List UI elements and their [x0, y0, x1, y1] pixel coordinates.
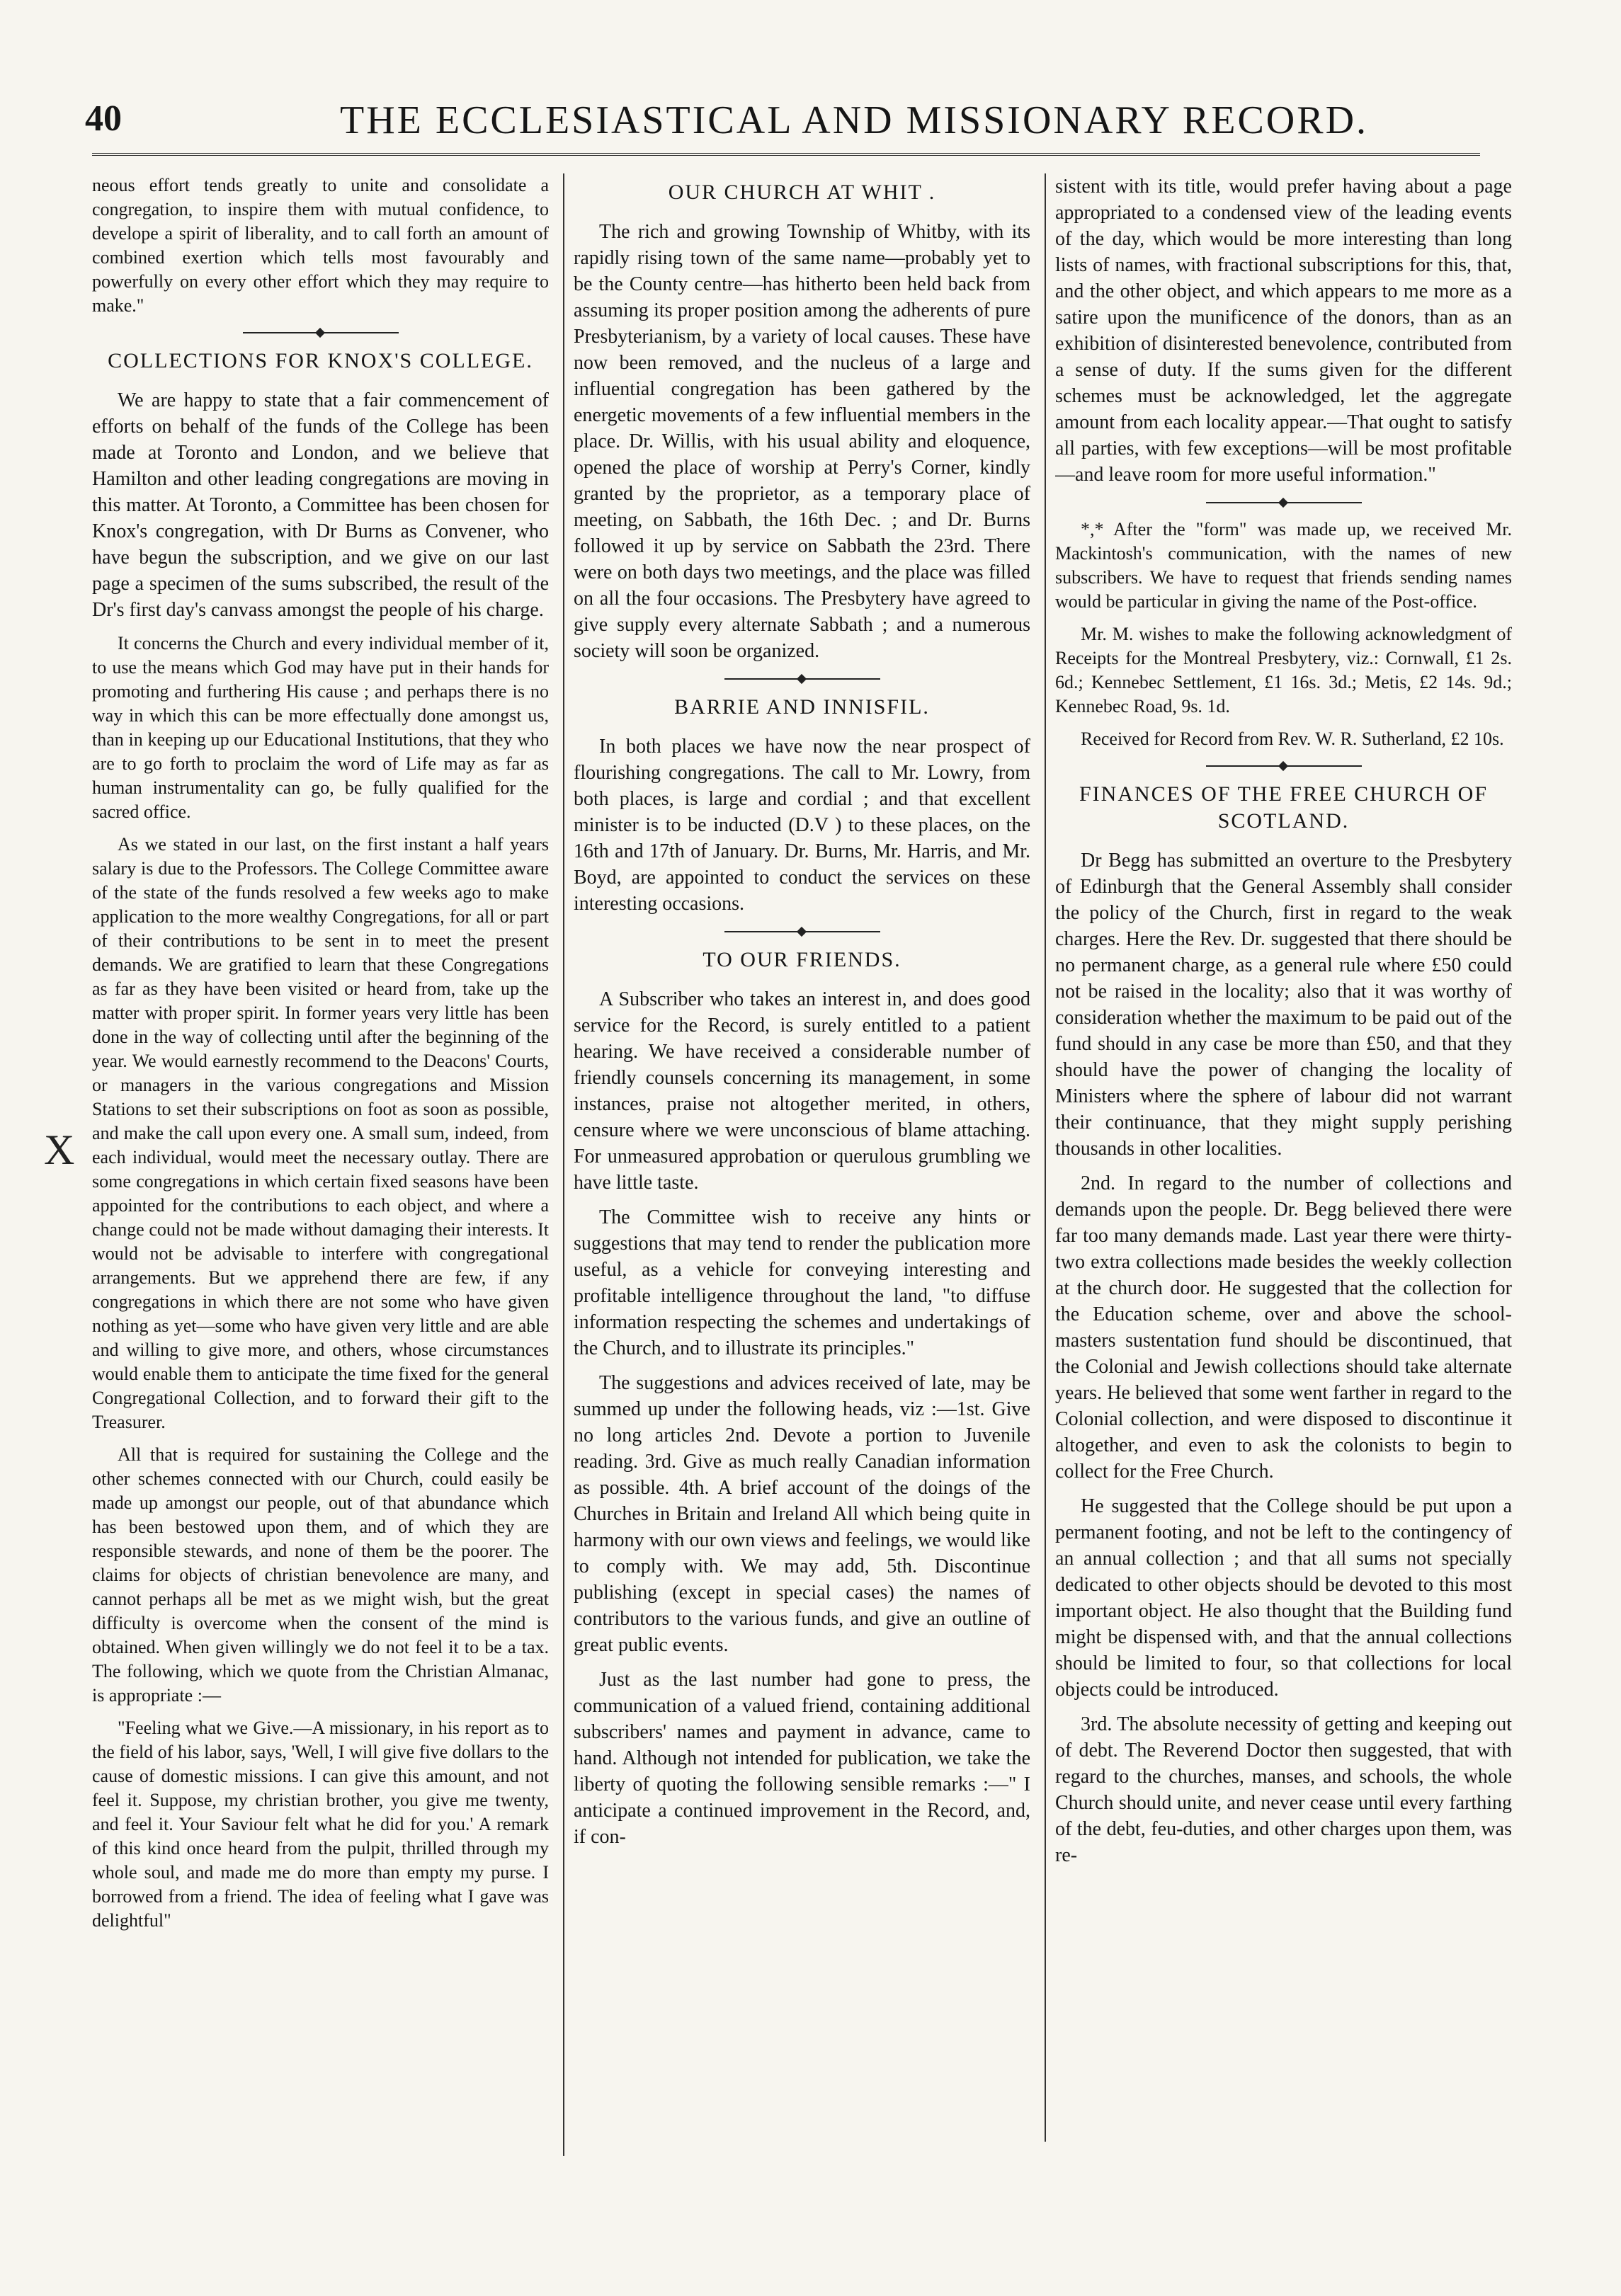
- paragraph: The rich and growing Township of Whitby, with its rapidly rising town of the same name—probably yet to be the County centre—has hitherto been held back from assuming its proper position among the adherents of pure Presbyterianism, by a variety of local causes. These have now been removed, and the nucleus of a large and influential congregation has been gathered by the energetic movements of a few influential members in the place. Dr. Willis, with his usual ability and eloquence, opened the place of worship at Perry's Corner, kindly granted by the proprietor, as a temporary place of meeting, on Sabbath, the 16th Dec. ; and Dr. Burns followed it up by service on Sabbath the 23rd. There were on both days two meetings, and the place was filled on all the four occasions. The Presbytery have agreed to give supply every alternate Sabbath ; and a numerous society will soon be organized.: [574, 221, 1030, 662]
- column-1: [92, 173, 549, 2149]
- margin-mark: X: [44, 1126, 75, 1173]
- ornament-divider: [724, 675, 880, 682]
- paragraph: "Feeling what we Give.—A missionary, in his report as to the field of his labor, says, 'Well, I will give five dollars to the cause of domestic missions. I can give this amount, and not feel it. Suppose, my christian brother, you give me twenty, and feel it. Your Saviour felt what he did for you.' A remark of this kind once heard from the pulpit, thrilled through my whole soul, and made me do more than empty my purse. I borrowed from a friend. The idea of feeling what I gave was delightful": [92, 1718, 549, 1931]
- paragraph: In both places we have now the near prospect of flourishing congregations. The call to Mr. Lowry, from both places, is large and cordial ; and that excellent minister is to be inducted (D.V ) to these places, on the 16th and 17th of January. Dr. Burns, Mr. Harris, and Mr. Boyd, are appointed to conduct the services on these interesting occasions.: [574, 736, 1030, 915]
- paragraph: *,* After the "form" was made up, we received Mr. Mackintosh's communication, with the names of new subscribers. We have to request that friends sending names would be particular in giving the name of the Post-office.: [1055, 519, 1512, 612]
- article-heading: OUR CHURCH AT WHIT .: [668, 181, 936, 204]
- paragraph: sistent with its title, would prefer having about a page appropriated to a condensed view of the leading events of the day, which would be more interesting than long lists of names, with fractional subscriptions for this, that, and the other object, and which appears to me more as a satire upon the munificence of the donors, than as an exhibition of disinterested benevolence, contributed from a sense of duty. If the sums given for the different schemes must be acknowledged, let the aggregate amount from each locality appear.—That ought to satisfy all parties, with few exceptions—will be most profitable—and leave room for more useful information.": [1055, 176, 1512, 486]
- page-number: 40: [85, 98, 122, 139]
- column-divider: [563, 173, 564, 2156]
- column-divider: [1045, 173, 1046, 2142]
- paragraph: neous effort tends greatly to unite and consolidate a congregation, to inspire them with mutual confidence, to develope a spirit of liberality, and to call forth an amount of combined exertion which tells most favourably and powerfully on every other effort which they may require to make.": [92, 175, 549, 316]
- paragraph: 2nd. In regard to the number of collections and demands upon the people. Dr. Begg believed there were far too many demands made. Last year there were thirty-two extra collections made besides the weekly collection at the church door. He suggested that the collection for the Education scheme, over and above the school-masters sustentation fund should be discontinued, that the Colonial and Jewish collections should take alternate years. He believed that some went farther in regard to the Colonial collection, and were disposed to discontinue it altogether, and even to ask the colonists to begin to collect for the Free Church.: [1055, 1172, 1512, 1483]
- article-heading: FINANCES OF THE FREE CHURCH OF SCOTLAND.: [1079, 782, 1489, 833]
- paragraph: A Subscriber who takes an interest in, and does good service for the Record, is surely entitled to a patient hearing. We have received a considerable number of friendly counsels concerning its management, in some instances, praise not altogether merited, in others, censure where we were unconscious of blame attaching. For unmeasured approbation or querulous grumbling we have little taste.: [574, 988, 1030, 1194]
- column-3: [1055, 173, 1512, 2113]
- page-header: [85, 98, 1537, 149]
- paragraph: Mr. M. wishes to make the following acknowledgment of Receipts for the Montreal Presbytery, viz.: Cornwall, £1 2s. 6d.; Kennebec Settlement, £1 16s. 3d.; Metis, £2 14s. 9d.; Kennebec Road, 9s. 1d.: [1055, 624, 1512, 716]
- ornament-divider: [1206, 763, 1362, 770]
- paragraph: Just as the last number had gone to press, the communication of a valued friend, containing additional subscribers' names and payment in advance, came to hand. Although not intended for publication, we take the liberty of quoting the following sensible remarks :—" I anticipate a continued improvement in the Record, and, if con-: [574, 1669, 1030, 1848]
- paragraph: He suggested that the College should be put upon a permanent footing, and not be left to the contingency of an annual collection ; and that all sums not specially dedicated to other objects should be devoted to this most important object. He also thought that the Building fund might be dispensed with, and that the annual collections should be limited to four, so that collections for local objects could be introduced.: [1055, 1495, 1512, 1701]
- article-heading: COLLECTIONS FOR KNOX'S COLLEGE.: [108, 349, 533, 372]
- header-rule: [92, 153, 1480, 156]
- article-heading: TO OUR FRIENDS.: [703, 948, 901, 971]
- column-2: [574, 173, 1030, 2099]
- running-title: THE ECCLESIASTICAL AND MISSIONARY RECORD.: [340, 98, 1369, 142]
- paragraph: It concerns the Church and every individual member of it, to use the means which God may have put in their hands for promoting and furthering His cause ; and perhaps there is no way in which this can be more effectually done amongst us, than in keeping up our Educational Institutions, that they who are to go forth to proclaim the word of Life may as far as human instrumentality can go, be fully qualified for the sacred office.: [92, 633, 549, 822]
- paragraph: Dr Begg has submitted an overture to the Presbytery of Edinburgh that the General Assembly shall consider the policy of the Church, first in regard to the weak charges. Here the Rev. Dr. suggested that there should be no permanent charge, as a general rule where £50 could not be raised in the locality; also that it was worthy of consideration whether the maximum to be paid out of the fund should in any case be more than £50, and that they should have the power of changing the locality of Ministers where the sphere of labour did not warrant their continuance, that they might supply perishing thousands in other localities.: [1055, 850, 1512, 1160]
- article-heading: BARRIE AND INNISFIL.: [674, 695, 930, 719]
- paragraph: The suggestions and advices received of late, may be summed up under the following heads, viz :—1st. Give no long articles 2nd. Devote a portion to Juvenile reading. 3rd. Give as much really Canadian information as possible. 4th. A brief account of the doings of the Churches in Britain and Ireland All which being quite in harmony with our own views and feelings, we would like to comply with. We may add, 5th. Discontinue publishing (except in special cases) the names of contributors to the various funds, and give an outline of great public events.: [574, 1372, 1030, 1656]
- paragraph: All that is required for sustaining the College and the other schemes connected with our Church, could easily be made up amongst our people, out of that abundance which has been bestowed upon them, and of which they are responsible stewards, and none of them be the poorer. The claims for objects of christian benevolence are many, and cannot perhaps all be met as we might wish, but the great difficulty is overcome when the consent of the mind is obtained. When given willingly we do not feel it to be a tax. The following, which we quote from the Christian Almanac, is appropriate :—: [92, 1444, 549, 1706]
- paragraph: We are happy to state that a fair commencement of efforts on behalf of the funds of the College has been made at Toronto and London, and we believe that Hamilton and other leading congregations are moving in this matter. At Toronto, a Committee has been chosen for Knox's congregation, with Dr Burns as Convener, who have begun the subscription, and we give on our last page a specimen of the sums subscribed, the result of the Dr's first day's canvass amongst the people of his charge.: [92, 389, 549, 621]
- paragraph: Received for Record from Rev. W. R. Sutherland, £2 10s.: [1081, 729, 1504, 749]
- ornament-divider: [724, 928, 880, 935]
- paragraph: As we stated in our last, on the first instant a half years salary is due to the Professors. The College Committee aware of the state of the funds resolved a few weeks ago to make application to the more wealthy Congregations, for all or part of their contributions to be sent in to meet the present demands. We are gratified to learn that these Congregations as far as they have been visited or heard from, take up the matter with proper spirit. In former years very little has been done in the way of collecting until after the beginning of the year. We would earnestly recommend to the Deacons' Courts, or managers in the various congregations and Mission Stations to set their subscriptions on foot as soon as possible, and make the call upon every one. A small sum, indeed, from each individual, would meet the necessary outlay. There are some congregations in which certain fixed seasons have been appointed for the contributions to each object, and where a change could not be made without damaging their interests. It would not be advisable to interfere with congregational arrangements. But we apprehend there are few, if any congregations in which there are not some who have given nothing as yet—some who have given very little and are able and willing to give more, and others, whose circumstances would enable them to anticipate the time fixed for the general Congregational Collection, and to forward their gift to the Treasurer.: [92, 834, 549, 1432]
- ornament-divider: [243, 329, 399, 336]
- ornament-divider: [1206, 499, 1362, 506]
- paragraph: The Committee wish to receive any hints or suggestions that may tend to render the publication more useful, as a vehicle for conveying interesting and profitable intelligence throughout the land, "to diffuse information respecting the schemes and undertakings of the Church, and to illustrate its principles.": [574, 1206, 1030, 1359]
- paragraph: 3rd. The absolute necessity of getting and keeping out of debt. The Reverend Doctor then suggested, that with regard to the churches, manses, and schools, the whole Church should unite, and never cease until every farthing of the debt, feu-duties, and other charges upon them, was re-: [1055, 1713, 1512, 1866]
